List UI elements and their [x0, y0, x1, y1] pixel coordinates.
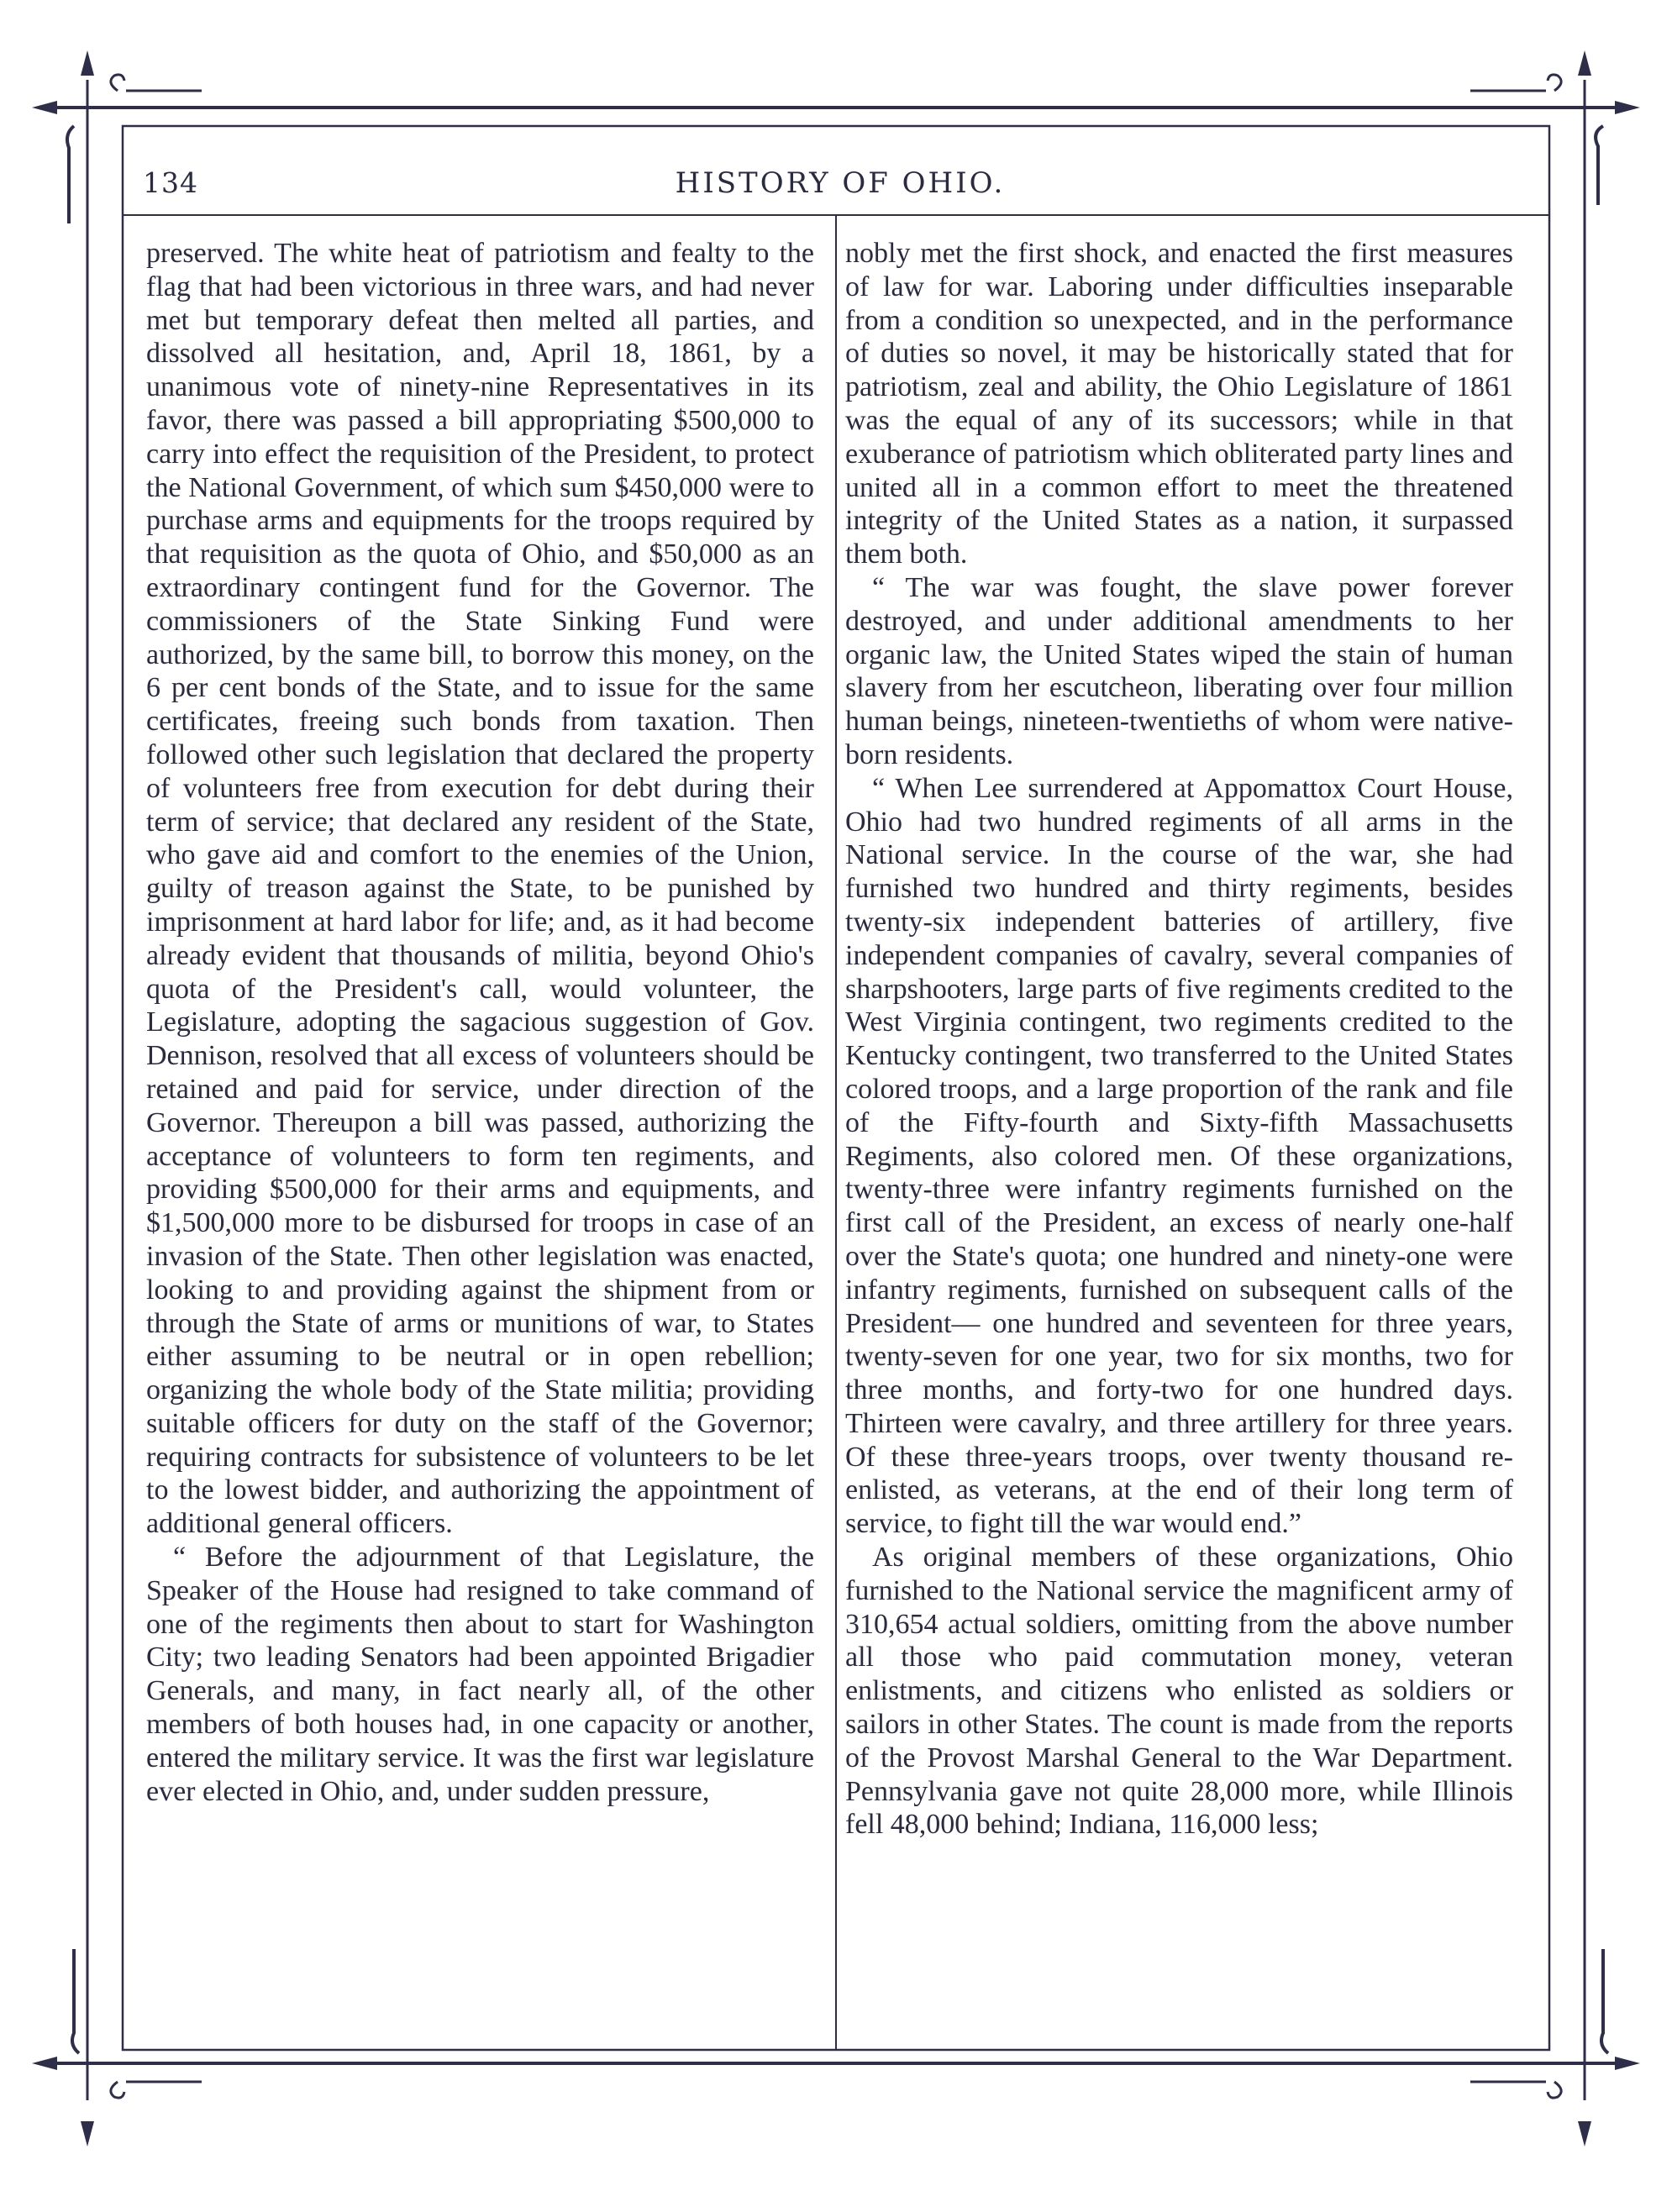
paragraph: “ The war was fought, the slave power forever destroyed, and under additional amendments to her organic law, the United States wiped the stain of human slavery from her escutcheon, liberating over four million human beings, nineteen-twentieths of whom were native-born residents.	[845, 571, 1513, 770]
paragraph: nobly met the first shock, and enacted the first measures of law for war. Laboring under difficulties inseparable from a condition so unexpected, and in the performance of duties so novel, it may be historically stated that for patriotism, zeal and ability, the Ohio Legislature of 1861 was the equal of any of its successors; while in that exuberance of patriotism which obliterated party lines and united all in a common effort to meet the threatened integrity of the United States as a nation, it surpassed them both.	[845, 238, 1513, 570]
paragraph: “ Before the adjournment of that Legislature, the Speaker of the House had resigned to take command of one of the regiments then about to start for Washington City; two leading Senators had been appointed Brigadier Generals, and many, in fact nearly all, of the other members of both houses had, in one capacity or another, entered the military service. It was the first war legislature ever elected in Ohio, and, under sudden pressure,	[146, 1542, 814, 1807]
page-number: 134	[143, 166, 198, 199]
paragraph: “ When Lee surrendered at Appomattox Court House, Ohio had two hundred regiments of all arms in the National service. In the course of the war, she had furnished two hundred and thirty regiments, besides twenty-six independent batteries of artillery, five independent companies of cavalry, several companies of sharpshooters, large parts of five regiments credited to the West Virginia contingent, two regiments credited to the Kentucky contingent, two transferred to the United States colored troops, and a large proportion of the rank and file of the Fifty-fourth and Sixty-fifth Massachusetts Regiments, also colored men. Of these organizations, twenty-three were infantry regiments furnished on the first call of the President, an excess of nearly one-half over the State's quota; one hundred and ninety-one were infantry regiments, furnished on subsequent calls of the President— one hundred and seventeen for three years, twenty-seven for one year, two for six months, two for three months, and forty-two for one hundred days. Thirteen were cavalry, and three artillery for three years. Of these three-years troops, over twenty thousand re-enlisted, as veterans, at the end of their long term of service, to fight till the war would end.”	[845, 772, 1513, 1540]
paragraph: preserved. The white heat of patriotism and fealty to the flag that had been victorious in three wars, and had never met but temporary defeat then melted all parties, and dissolved all hesitation, and, April 18, 1861, by a unanimous vote of ninety-nine Representatives in its favor, there was passed a bill appropriating $500,000 to carry into effect the requisition of the President, to protect the National Government, of which sum $450,000 were to purchase arms and equipments for the troops required by that requisition as the quota of Ohio, and $50,000 as an extraordinary contingent fund for the Governor. The commissioners of the State Sinking Fund were authorized, by the same bill, to borrow this money, on the 6 per cent bonds of the State, and to issue for the same certificates, freeing such bonds from taxation. Then followed other such legislation that declared the property of volunteers free from execution for debt during their term of service; that declared any resident of the State, who gave aid and comfort to the enemies of the Union, guilty of treason against the State, to be punished by imprisonment at hard labor for life; and, as it had become already evident that thousands of militia, beyond Ohio's quota of the President's call, would volunteer, the Legislature, adopting the sagacious suggestion of Gov. Dennison, resolved that all excess of volunteers should be retained and paid for service, under direction of the Governor. Thereupon a bill was passed, authorizing the acceptance of volunteers to form ten regiments, and providing $500,000 for their arms and equipments, and $1,500,000 more to be disbursed for troops in case of an invasion of the State. Then other legislation was enacted, looking to and providing against the shipment from or through the State of arms or munitions of war, to States either assuming to be neutral or in open rebellion; organizing the whole body of the State militia; providing suitable officers for duty on the staff of the Governor; requiring contracts for subsistence of volunteers to be let to the lowest bidder, and authorizing the appointment of additional general officers.	[146, 238, 814, 1540]
paragraph: As original members of these organizations, Ohio furnished to the National service the magnificent army of 310,654 actual soldiers, omitting from the above number all those who paid commutation money, veteran enlistments, and citizens who enlisted as soldiers or sailors in other States. The count is made from the reports of the Provost Marshal General to the War Department. Pennsylvania gave not quite 28,000 more, while Illinois fell 48,000 behind; Indiana, 116,000 less;	[845, 1542, 1513, 1841]
left-text-column	[146, 237, 814, 2018]
running-title: HISTORY OF OHIO.	[675, 166, 1006, 200]
right-text-column	[845, 237, 1513, 2018]
